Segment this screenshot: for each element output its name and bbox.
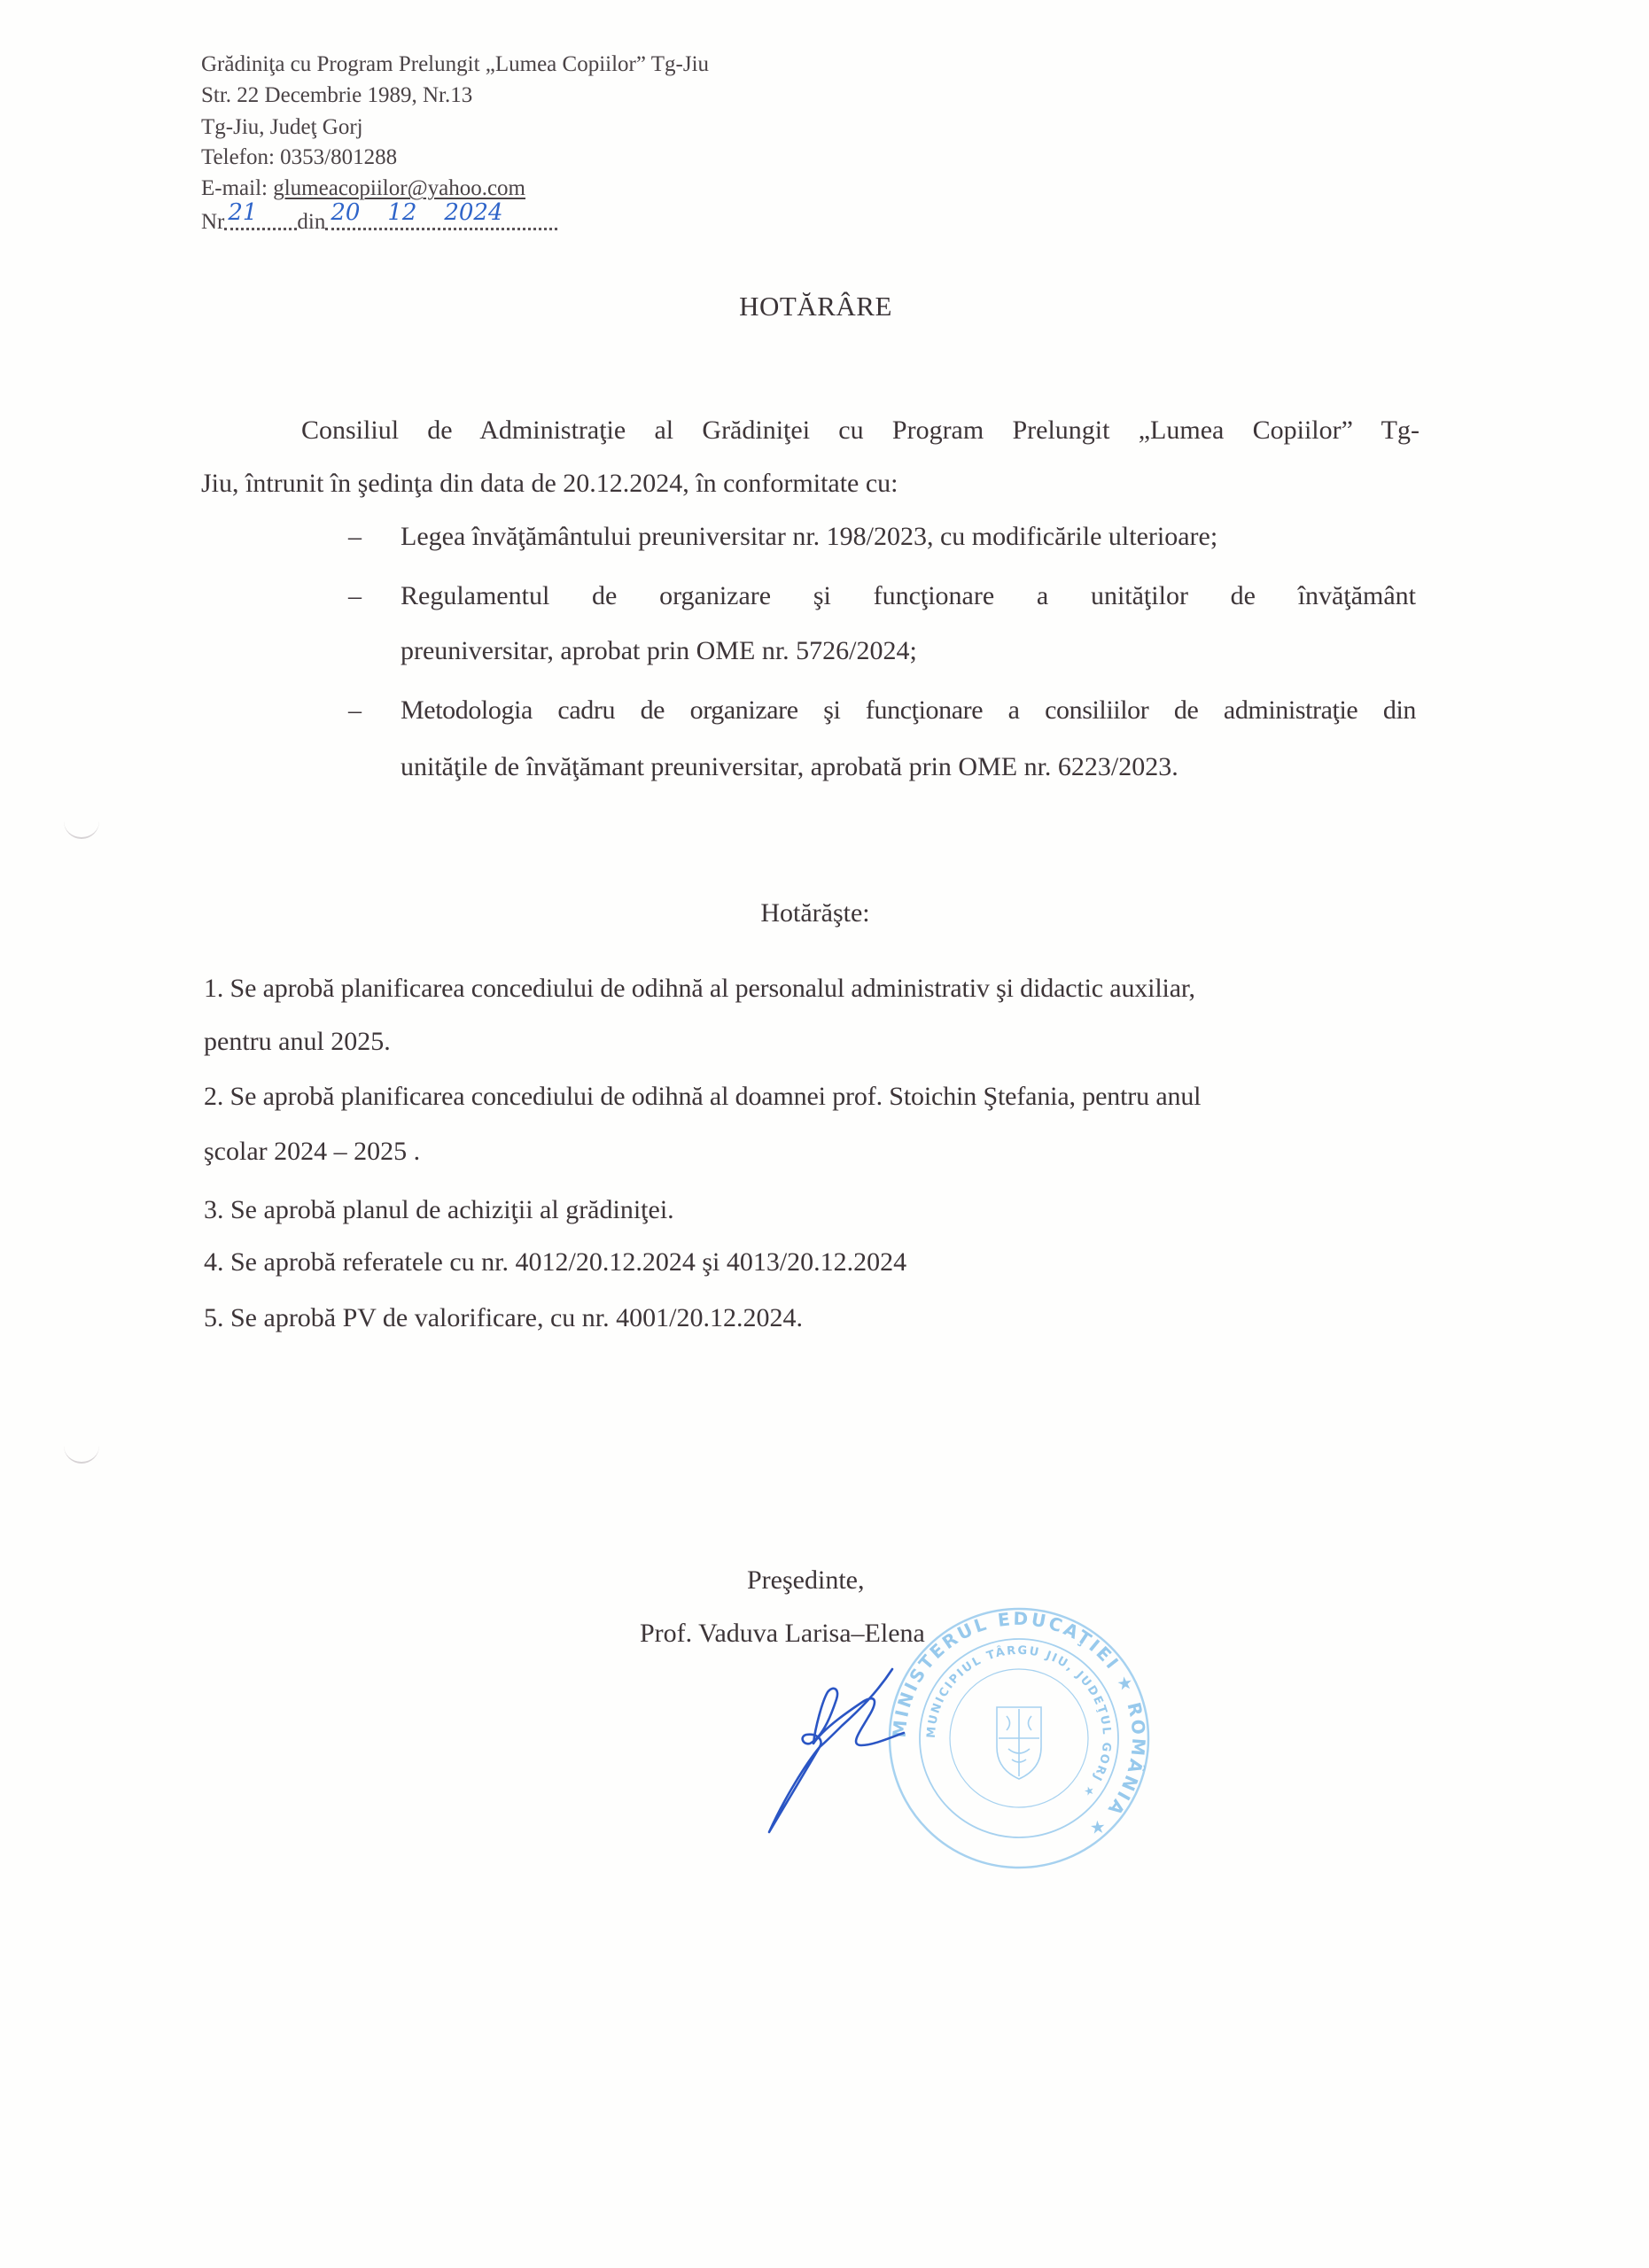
decision-4: 4. Se aprobă referatele cu nr. 4012/20.12.2024 şi 4013/20.12.2024 bbox=[204, 1247, 907, 1277]
nr-label: Nr bbox=[201, 210, 225, 234]
legal-basis-item-2-line-2: preuniversitar, aprobat prin OME nr. 5726/2024; bbox=[401, 636, 917, 665]
signatory-role: Preşedinte, bbox=[747, 1565, 865, 1595]
list-dash: – bbox=[348, 695, 362, 725]
city-address: Tg-Jiu, Judeţ Gorj bbox=[201, 115, 363, 139]
decision-2-line-2: şcolar 2024 – 2025 . bbox=[204, 1137, 421, 1166]
registration-number-line bbox=[201, 199, 557, 236]
handwritten-signature bbox=[744, 1666, 939, 1843]
phone-number: Telefon: 0353/801288 bbox=[201, 145, 398, 169]
legal-basis-item-3-line-1: Metodologia cadru de organizare şi funcţionare a consiliilor de administraţie din bbox=[401, 695, 1416, 725]
list-dash: – bbox=[348, 522, 362, 551]
decision-5: 5. Se aprobă PV de valorificare, cu nr. 4001/20.12.2024. bbox=[204, 1303, 803, 1332]
coat-of-arms-icon bbox=[997, 1707, 1041, 1779]
stamp-outer-text: MINISTERUL EDUCAŢIEI ★ ROMÂNIA ★ bbox=[888, 1607, 1150, 1844]
title-text: HOTĂRÂRE bbox=[739, 291, 892, 322]
document-title bbox=[0, 291, 1649, 322]
email-label: E-mail: bbox=[201, 176, 274, 200]
handwritten-day: 20 bbox=[331, 199, 361, 226]
date-slot bbox=[325, 198, 557, 230]
intro-line-1: Consiliul de Administraţie al Grădiniţei cu Program Prelungit „Lumea Copiilor” Tg- bbox=[301, 416, 1420, 445]
handwritten-month: 12 bbox=[387, 199, 417, 226]
intro-line-2: Jiu, întrunit în şedinţa din data de 20.12.2024, în conformitate cu: bbox=[201, 469, 898, 498]
decision-2-line-1: 2. Se aprobă planificarea concediului de odihnă al doamnei prof. Stoichin Ştefania, pentru anul bbox=[204, 1082, 1202, 1111]
legal-basis-item-3-line-2: unităţile de învăţămant preuniversitar, aprobată prin OME nr. 6223/2023. bbox=[401, 752, 1178, 781]
legal-basis-item-2-line-1: Regulamentul de organizare şi funcţionare a unităţilor de învăţământ bbox=[401, 581, 1416, 610]
handwritten-year: 2024 bbox=[444, 199, 503, 226]
email-link[interactable]: glumeacopiilor@yahoo.com bbox=[273, 176, 525, 200]
signatory-name: Prof. Vaduva Larisa–Elena bbox=[640, 1619, 925, 1648]
letterhead bbox=[201, 51, 910, 255]
institution-name: Grădiniţa cu Program Prelungit „Lumea Copiilor” Tg-Jiu bbox=[201, 52, 710, 76]
decides-heading: Hotărăşte: bbox=[760, 898, 870, 928]
street-address: Str. 22 Decembrie 1989, Nr.13 bbox=[201, 83, 473, 107]
handwritten-number: 21 bbox=[228, 199, 258, 226]
punch-hole-mark bbox=[64, 1444, 99, 1464]
decision-1-line-1: 1. Se aprobă planificarea concediului de odihnă al personalul administrativ şi didactic auxiliar, bbox=[204, 974, 1195, 1003]
punch-hole-mark bbox=[64, 819, 99, 839]
din-label: din bbox=[297, 210, 326, 234]
stamp-middle-text: MUNICIPIUL TÂRGU JIU, JUDEŢUL GORJ ★ bbox=[924, 1643, 1114, 1801]
nr-slot bbox=[224, 198, 297, 230]
decision-3: 3. Se aprobă planul de achiziţii al grădiniţei. bbox=[204, 1195, 674, 1224]
list-dash: – bbox=[348, 581, 362, 610]
decision-1-line-2: pentru anul 2025. bbox=[204, 1027, 391, 1056]
legal-basis-item-1: Legea învăţământului preuniversitar nr. 198/2023, cu modificările ulterioare; bbox=[401, 522, 1218, 551]
